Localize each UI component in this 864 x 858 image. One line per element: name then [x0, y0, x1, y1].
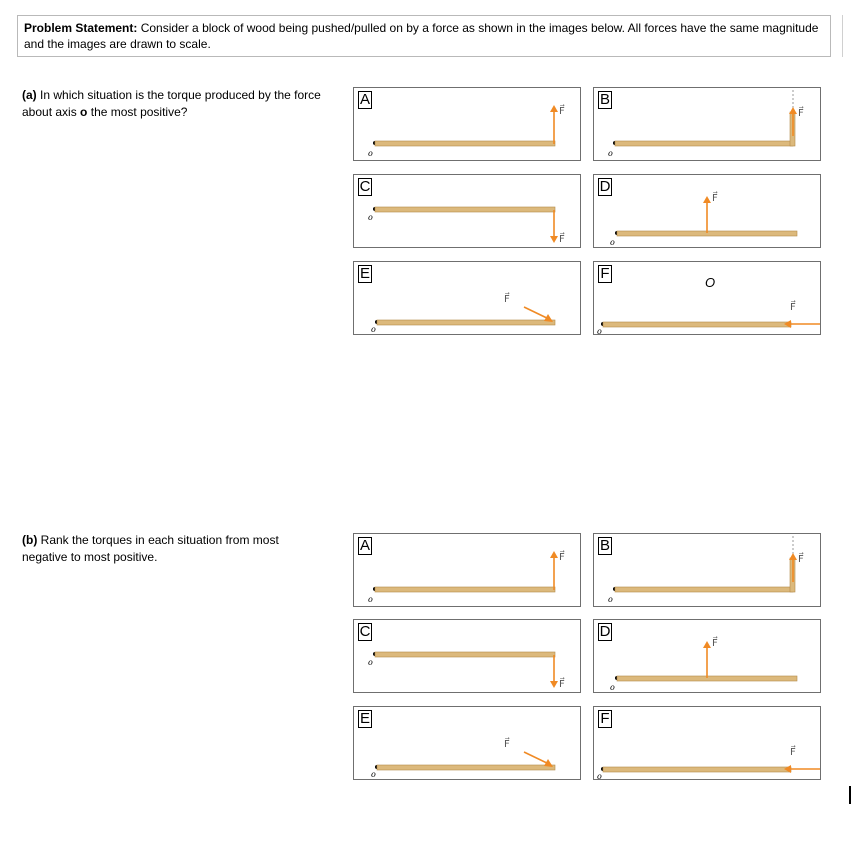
axis-label: o [597, 772, 602, 781]
diagram-b-C [354, 620, 582, 694]
diagram-C [354, 175, 582, 249]
statement-text: Consider a block of wood being pushed/pulled on by a force as shown in the images below. All forces have the same magnitude and the images are drawn to scale. [24, 21, 819, 51]
axis-label: o [368, 658, 373, 667]
panel-letter: F [598, 265, 612, 283]
force-label: F⃗ [712, 193, 718, 204]
question-a [22, 87, 342, 121]
panel-letter: A [359, 537, 370, 554]
question-b-text: Rank the torques in each situation from most negative to most positive. [22, 533, 279, 564]
panel-a-D[interactable] [593, 174, 821, 248]
panel-a-A[interactable] [353, 87, 581, 161]
diagram-E [354, 262, 582, 336]
panel-letter: D [599, 178, 611, 195]
axis-label: o [368, 149, 373, 158]
force-label: F⃗ [559, 679, 565, 690]
question-b [22, 532, 327, 566]
question-a-text-2: the most positive? [90, 105, 188, 119]
panel-letter: E [359, 710, 370, 727]
diagram-F [594, 262, 822, 336]
panel-a-F[interactable] [593, 261, 821, 335]
diagram-D [594, 175, 822, 249]
panel-letter: C [359, 178, 371, 195]
stray-label: O [705, 275, 716, 290]
panel-letter: E [359, 265, 370, 282]
axis-label: o [608, 595, 613, 604]
margin-rule [842, 15, 843, 57]
force-label: F⃗ [798, 554, 804, 565]
question-b-label: (b) [22, 533, 38, 547]
diagram-B [594, 88, 822, 162]
question-a-label: (a) [22, 88, 37, 102]
panel-letter: C [359, 623, 371, 640]
panel-a-B[interactable] [593, 87, 821, 161]
force-label: F⃗ [790, 302, 796, 313]
force-label: F⃗ [790, 747, 796, 758]
panel-letter: B [599, 91, 610, 108]
panel-b-E[interactable] [353, 706, 581, 780]
diagram-b-E [354, 707, 582, 781]
question-a-axis: o [80, 105, 88, 119]
panel-b-A[interactable] [353, 533, 581, 607]
force-label: F⃗ [559, 552, 565, 563]
axis-label: o [610, 238, 615, 247]
axis-label: o [608, 149, 613, 158]
question-a-text-1: In which situation is the torque produced by the force about axis [22, 88, 321, 119]
axis-label: o [368, 213, 373, 222]
axis-label: o [371, 770, 376, 779]
diagram-b-D [594, 620, 822, 694]
text-cursor [849, 786, 851, 804]
panel-letter: A [359, 91, 370, 108]
panel-letter: B [599, 537, 610, 554]
panel-letter: D [599, 623, 611, 640]
force-label: F⃗ [712, 638, 718, 649]
panel-letter: F [598, 710, 612, 728]
force-label: F⃗ [504, 294, 510, 305]
force-label: F⃗ [559, 234, 565, 245]
force-label: F⃗ [559, 106, 565, 117]
panel-b-B[interactable] [593, 533, 821, 607]
force-label: F⃗ [504, 739, 510, 750]
panel-a-E[interactable] [353, 261, 581, 335]
axis-label: o [371, 325, 376, 334]
diagram-b-A [354, 534, 582, 608]
statement-label: Problem Statement: [24, 21, 138, 35]
diagram-A [354, 88, 582, 162]
axis-label: o [368, 595, 373, 604]
axis-label: o [597, 327, 602, 336]
force-label: F⃗ [798, 108, 804, 119]
panel-b-F[interactable] [593, 706, 821, 780]
panel-b-D[interactable] [593, 619, 821, 693]
panel-b-C[interactable] [353, 619, 581, 693]
axis-label: o [610, 683, 615, 692]
problem-statement [17, 15, 831, 57]
panel-a-C[interactable] [353, 174, 581, 248]
diagram-b-F [594, 707, 822, 781]
diagram-b-B [594, 534, 822, 608]
